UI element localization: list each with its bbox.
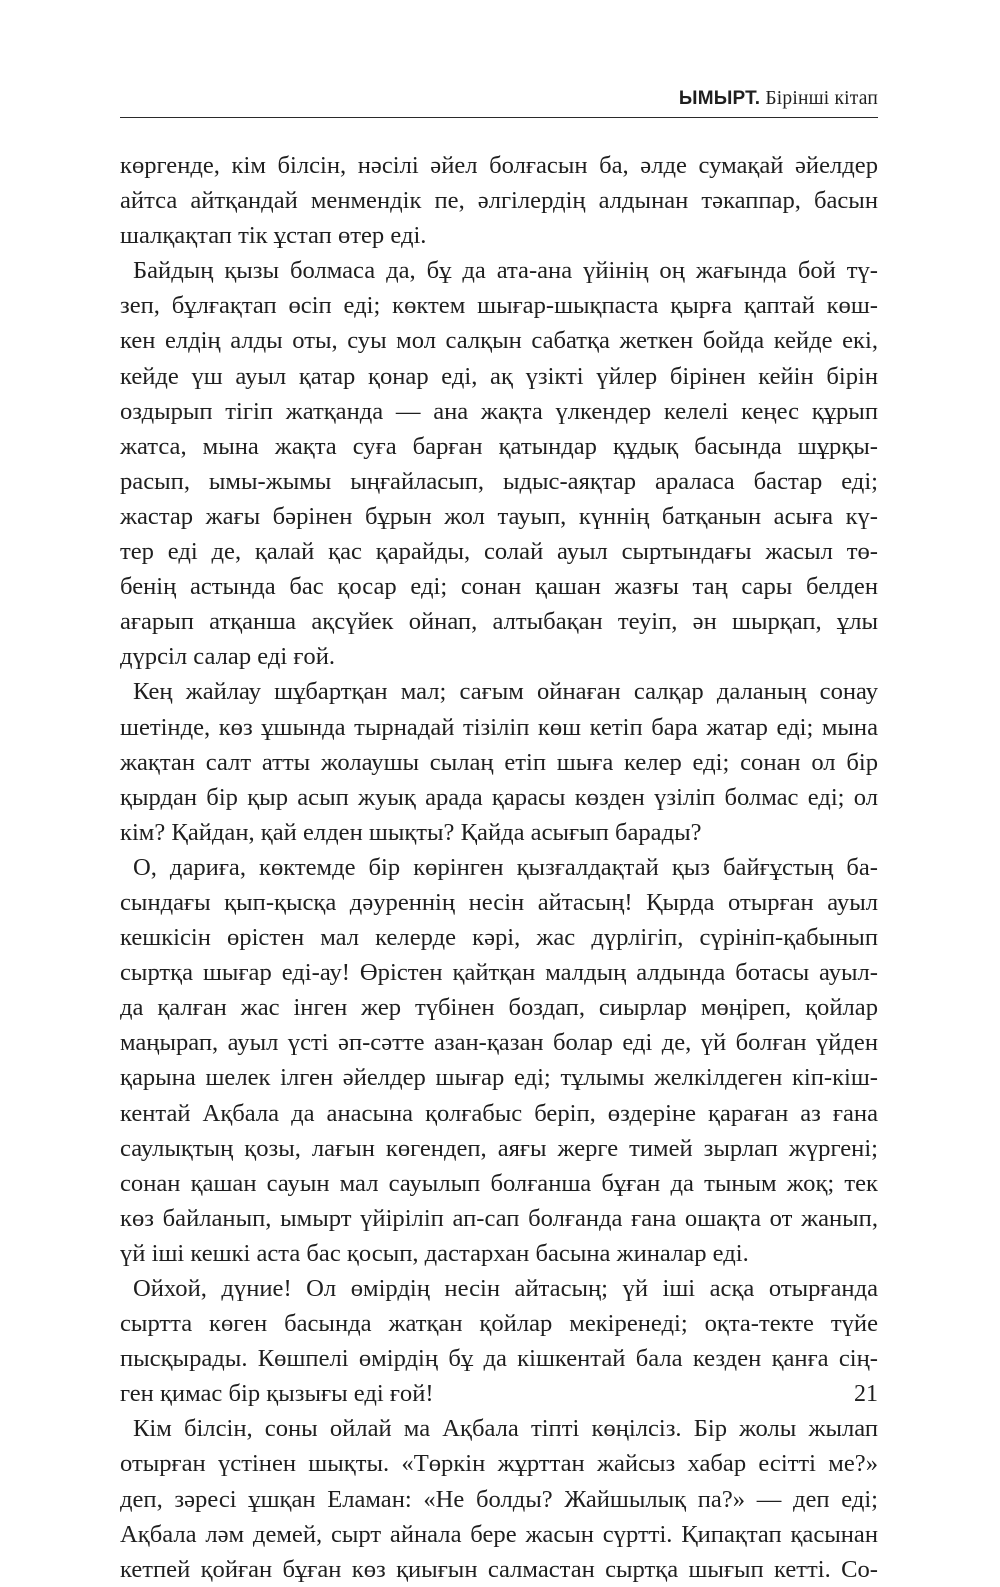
text-line: да қалған жас інген жер түбінен боздап, сиырлар мөңіреп, қойлар — [120, 994, 878, 1022]
text-line: сыртқа шығар еді-ау! Өрістен қайтқан малдың алдында ботасы ауыл- — [120, 959, 878, 987]
text-line: саулықтың қозы, лағын көгендеп, аяғы жерге тимей зырлап жүргені; — [120, 1134, 878, 1162]
text-line: Ақбала ләм демей, сырт айнала бере жасын сүртті. Қипақтап қасынан — [120, 1520, 878, 1548]
text-line: кен елдің алды оты, суы мол салқын сабатқа жеткен бойда кейде екі, — [120, 327, 878, 355]
text-line: көргенде, кім білсін, нәсілі әйел болғасын ба, әлде сумақай әйелдер — [120, 152, 878, 179]
text-line: сонан қашан сауын мал сауылып болғанша бұған да тыным жоқ; тек — [120, 1169, 878, 1197]
text-line: маңырап, ауыл үсті әп-сәтте азан-қазан болар еді де, үй болған үйден — [120, 1029, 878, 1057]
text-line: пысқырады. Көшпелі өмірдің бұ да кішкентай бала кезден қанға сің- — [120, 1345, 878, 1373]
text-line: О, дариға, көктемде бір көрінген қызғалдақтай қыз байғұстың ба- — [133, 853, 878, 881]
text-line: Ойхой, дүние! Ол өмірдің несін айтасың; үй іші асқа отырғанда — [133, 1275, 878, 1302]
paragraph — [120, 850, 878, 1271]
header-rule — [120, 117, 878, 118]
paragraph — [120, 674, 878, 849]
text-line: ағарып атқанша ақсүйек ойнап, алтыбақан теуіп, ән шырқап, ұлы — [120, 608, 878, 636]
text-line: жатса, мына жақта суға барған қатындар құдық басында шұрқы- — [120, 432, 878, 460]
text-line: кентай Ақбала да анасына қолғабыс беріп, өздеріне қараған аз ғана — [120, 1099, 878, 1127]
body-text — [120, 148, 878, 1587]
text-line: Кең жайлау шұбартқан мал; сағым ойнаған салқар даланың сонау — [133, 678, 878, 706]
text-line: қырдан бір қыр асып жуық арада қарасы көзден үзіліп болмас еді; ол — [120, 783, 878, 811]
text-line: шетінде, көз ұшында тырнадай тізіліп көш кетіп бара жатар еді; мына — [120, 713, 878, 741]
text-line: расып, ымы-жымы ыңғайласып, ыдыс-аяқтар араласа бастар еді; — [120, 467, 878, 495]
book-subtitle: Бірінші кітап — [765, 88, 878, 109]
text-line: жақтан салт атты жолаушы сылаң етіп шыға келер еді; сонан ол бір — [120, 748, 878, 776]
text-line: қарына шелек ілген әйелдер шығар еді; тұлымы желкілдеген кіп-кіш- — [120, 1064, 878, 1092]
text-line: көз байланып, ымырт үйіріліп ап-сап болғанда ғана ошақта от жанып, — [120, 1204, 878, 1232]
text-line: сыртта көген басында жатқан қойлар мекіренеді; оқта-текте түйе — [120, 1310, 878, 1338]
running-head — [120, 86, 878, 112]
text-line: кім? Қайдан, қай елден шықты? Қайда асығып барады? — [120, 818, 702, 846]
text-line: кешкісін өрістен мал келерде кәрі, жас дүрлігіп, сүрініп-қабынып — [120, 924, 878, 952]
text-line: үй іші кешкі аста бас қосып, дастархан басына жиналар еді. — [120, 1239, 749, 1267]
text-line: Байдың қызы болмаса да, бұ да ата-ана үйінің оң жағында бой тү- — [133, 257, 878, 285]
text-line: ген қимас бір қызығы еді ғой! — [120, 1380, 434, 1408]
text-line: бенің астында бас қосар еді; сонан қашан жазғы таң сары белден — [120, 573, 878, 601]
text-line: Кім білсін, соны ойлай ма Ақбала тіпті көңілсіз. Бір жолы жылап — [133, 1415, 878, 1443]
text-line: дүрсіл салар еді ғой. — [120, 643, 336, 671]
page-number: 21 — [854, 1381, 878, 1407]
paragraph — [120, 253, 878, 674]
text-line: шалқақтап тік ұстап өтер еді. — [120, 222, 427, 250]
text-line: сындағы қып-қысқа дәуреннің несін айтасың! Қырда отырған ауыл — [120, 888, 878, 916]
text-line: айтса айтқандай менмендік пе, әлгілердің алдынан тәкаппар, басын — [120, 187, 878, 215]
text-line: жастар жағы бәрінен бұрын жол тауып, күннің батқанын асыға кү- — [120, 502, 878, 530]
text-line: кетпей қойған бұған көз қиығын салмастан сыртқа шығып кетті. Со- — [120, 1555, 878, 1583]
paragraph — [120, 1411, 878, 1586]
text-line: зеп, бұлғақтап өсіп еді; көктем шығар-шықпаста қырға қаптай көш- — [120, 292, 878, 320]
text-line: отырған үстінен шықты. «Төркін жұрттан жайсыз хабар есітті ме?» — [120, 1450, 878, 1478]
text-line: тер еді де, қалай қас қарайды, солай ауыл сыртындағы жасыл тө- — [120, 538, 878, 566]
book-title: ЫМЫРТ. — [678, 88, 761, 109]
text-line: кейде үш ауыл қатар қонар еді, ақ үзікті үйлер бірінен кейін бірін — [120, 362, 878, 390]
paragraph — [120, 148, 878, 253]
text-line: оздырып тігіп жатқанда — ана жақта үлкендер келелі кеңес құрып — [120, 397, 878, 425]
text-line: деп, зәресі ұшқан Еламан: «Не болды? Жайшылық па?» — деп еді; — [120, 1485, 878, 1513]
